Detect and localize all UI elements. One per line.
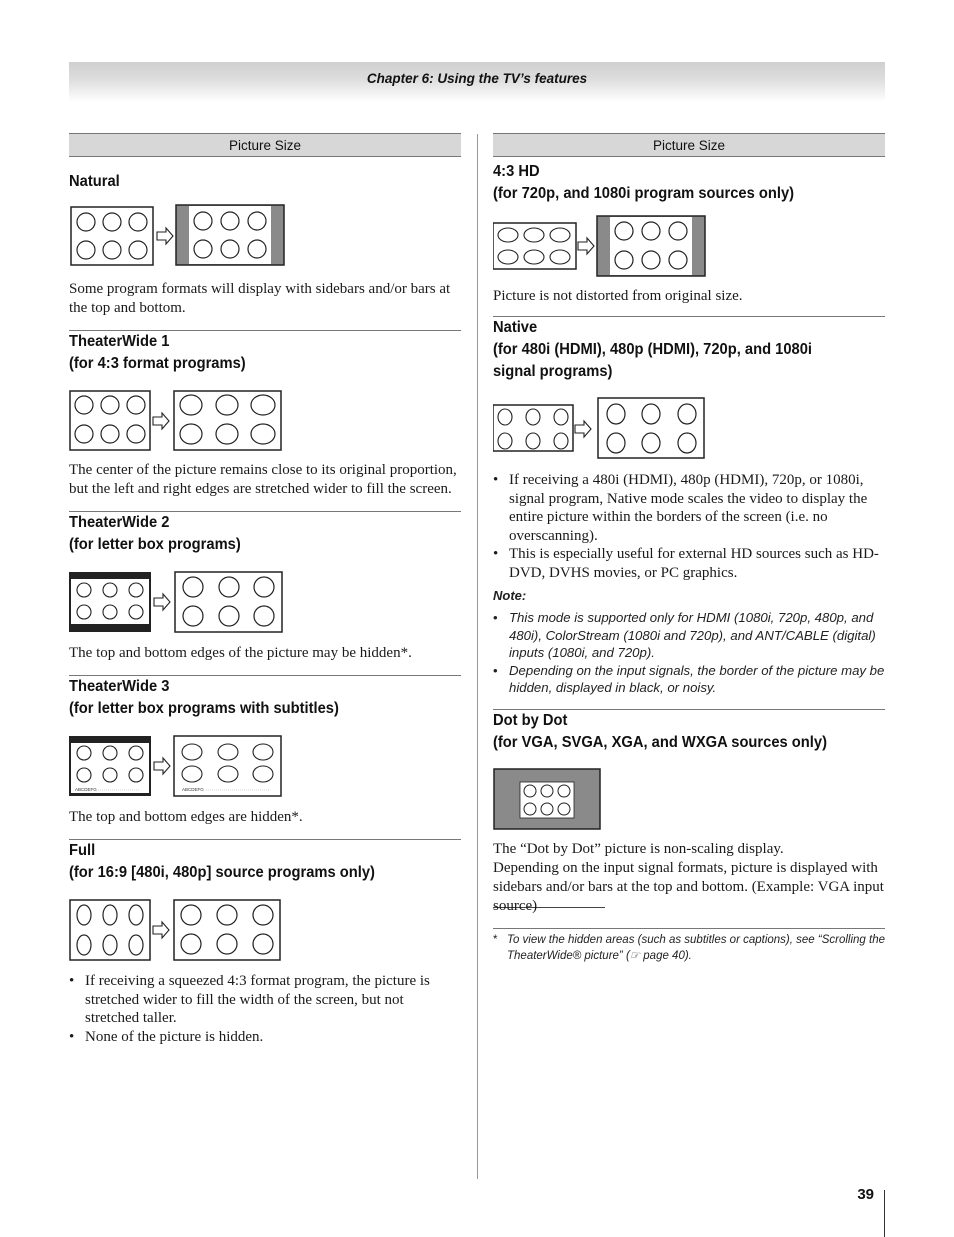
- list-item: • Depending on the input signals, the border of the picture may be hidden, displayed in black, or noisy.: [493, 662, 885, 697]
- chapter-header: [69, 62, 885, 102]
- theaterwide1-illustration: [69, 389, 289, 453]
- footnote-text: To view the hidden areas (such as subtitles or captions), see “Scrolling the TheaterWide® picture” (☞ page 40).: [507, 933, 885, 962]
- full-bullet-list: [69, 972, 461, 1046]
- full-illustration: [69, 898, 289, 962]
- theaterwide2-title: TheaterWide 2: [69, 514, 170, 531]
- dotbydot-illustration: [493, 768, 713, 832]
- left-column-title: Picture Size: [69, 133, 461, 157]
- hd43-subtitle: (for 720p, and 1080i program sources only): [493, 185, 795, 202]
- theaterwide3-title: TheaterWide 3: [69, 678, 170, 695]
- theaterwide3-subtitle-sample-right: ABCDEFG: [182, 787, 204, 792]
- list-item: • None of the picture is hidden.: [69, 1028, 461, 1047]
- page-number: 39: [857, 1186, 874, 1203]
- page-number-rule: [884, 1190, 885, 1237]
- dotbydot-description-line1: The “Dot by Dot” picture is non-scaling display.: [493, 840, 784, 857]
- list-item: • If receiving a 480i (HDMI), 480p (HDMI), 720p, or 1080i, signal program, Native mode scales the video to display the entire picture within the borders of the screen (i.e. no overscanning).: [493, 471, 885, 545]
- hd43-title: 4:3 HD: [493, 163, 540, 180]
- list-item: • This mode is supported only for HDMI (1080i, 720p, 480p, and 480i), ColorStream (1080i and 720p), and ANT/CABLE (digital) inputs (1080i, and 720p).: [493, 609, 885, 662]
- native-title: Native: [493, 319, 538, 336]
- natural-description: Some program formats will display with sidebars and/or bars at the top and bottom.: [69, 281, 451, 316]
- hd43-description: Picture is not distorted from original size.: [493, 288, 743, 304]
- dotbydot-description-line2: Depending on the input signal formats, picture is displayed with sidebars and/or bars at the top and bottom. (Example: VGA input source): [493, 859, 884, 914]
- note-list: [493, 609, 885, 697]
- native-subtitle-line1: (for 480i (HDMI), 480p (HDMI), 720p, and 1080i: [493, 341, 813, 358]
- hd43-illustration: [493, 215, 713, 279]
- section-divider: [493, 928, 885, 929]
- dotbydot-title: Dot by Dot: [493, 711, 568, 729]
- full-title: Full: [69, 842, 96, 859]
- natural-illustration: [69, 203, 289, 269]
- full-subtitle: (for 16:9 [480i, 480p] source programs only): [69, 864, 375, 881]
- native-bullet-list: [493, 471, 885, 582]
- theaterwide1-subtitle: (for 4:3 format programs): [69, 355, 246, 372]
- chapter-title: Chapter 6: Using the TV’s features: [366, 71, 588, 86]
- theaterwide1-title: TheaterWide 1: [69, 333, 170, 350]
- theaterwide3-subtitle: (for letter box programs with subtitles): [69, 700, 339, 717]
- footnote-mark: *: [493, 933, 498, 946]
- theaterwide2-illustration: [69, 570, 289, 634]
- theaterwide1-description: The center of the picture remains close to its original proportion, but the left and right edges are stretched wider to fill the screen.: [69, 462, 457, 497]
- theaterwide3-illustration: [69, 734, 289, 798]
- list-item: • This is especially useful for external HD sources such as HD-DVD, DVHS movies, or PC graphics.: [493, 545, 885, 582]
- column-divider: [477, 134, 478, 1179]
- theaterwide2-description: The top and bottom edges of the picture may be hidden*.: [69, 645, 412, 661]
- left-column: [69, 133, 461, 1046]
- footnote: [493, 932, 885, 964]
- list-item: • If receiving a squeezed 4:3 format program, the picture is stretched wider to fill the width of the screen, but not stretched taller.: [69, 972, 461, 1028]
- theaterwide3-description: The top and bottom edges are hidden*.: [69, 809, 303, 825]
- natural-title: Natural: [69, 173, 120, 190]
- theaterwide2-subtitle: (for letter box programs): [69, 536, 241, 553]
- dotbydot-subtitle: (for VGA, SVGA, XGA, and WXGA sources only): [493, 733, 827, 751]
- right-column: [493, 133, 885, 964]
- right-column-title: Picture Size: [493, 133, 885, 157]
- theaterwide3-subtitle-sample-left: ABCDEFG: [75, 787, 97, 792]
- native-illustration: [493, 397, 713, 461]
- note-label: Note:: [493, 588, 527, 603]
- native-subtitle-line2: signal programs): [493, 363, 613, 380]
